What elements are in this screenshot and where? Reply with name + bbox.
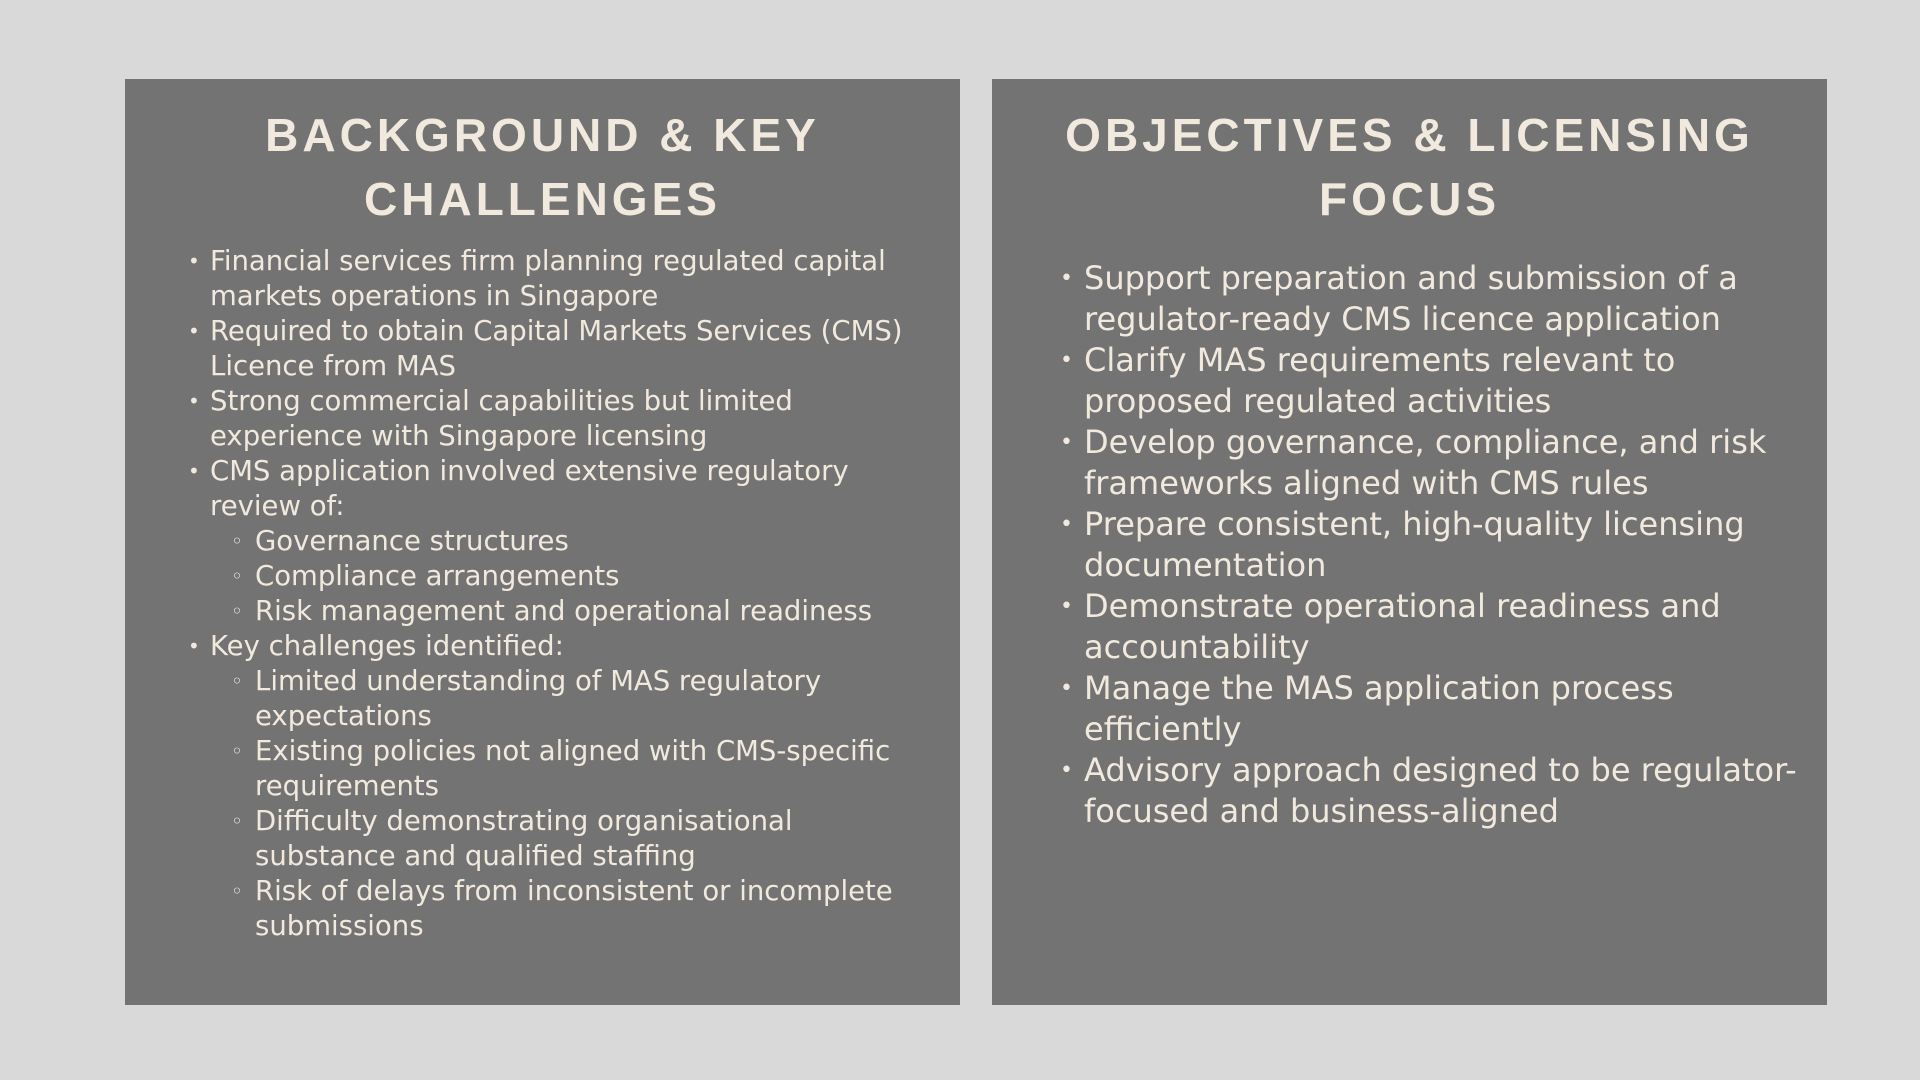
- list-item-text: CMS application involved extensive regulatory review of:: [210, 455, 849, 522]
- sub-list-item: ◦ Limited understanding of MAS regulatory expectations: [255, 664, 940, 734]
- list-item: • Advisory approach designed to be regulator-focused and business-aligned: [1084, 750, 1807, 832]
- list-item: • Support preparation and submission of a regulator-ready CMS licence application: [1084, 258, 1807, 340]
- panel-title: [992, 103, 1827, 231]
- list-item: [210, 454, 940, 629]
- list-item: • Demonstrate operational readiness and accountability: [1084, 586, 1807, 668]
- title-line: CHALLENGES: [364, 173, 721, 225]
- list-item: [210, 629, 940, 944]
- sub-list-item: ◦ Compliance arrangements: [255, 559, 940, 594]
- title-line: OBJECTIVES & LICENSING: [1065, 109, 1754, 161]
- sub-list: [210, 524, 940, 629]
- background-challenges-panel: [125, 79, 960, 1005]
- list-item-text: Key challenges identified:: [210, 630, 564, 662]
- sub-list-item: ◦ Risk of delays from inconsistent or incomplete submissions: [255, 874, 940, 944]
- objectives-panel: [992, 79, 1827, 1005]
- challenges-list: [210, 244, 940, 944]
- list-item: • Clarify MAS requirements relevant to proposed regulated activities: [1084, 340, 1807, 422]
- title-line: BACKGROUND & KEY: [265, 109, 820, 161]
- panel-title: [125, 103, 960, 231]
- sub-list-item: ◦ Risk management and operational readiness: [255, 594, 940, 629]
- list-item: • Prepare consistent, high-quality licensing documentation: [1084, 504, 1807, 586]
- list-item: • Manage the MAS application process efficiently: [1084, 668, 1807, 750]
- sub-list: [210, 664, 940, 944]
- sub-list-item: ◦ Difficulty demonstrating organisational substance and qualified staffing: [255, 804, 940, 874]
- list-item: • Required to obtain Capital Markets Services (CMS) Licence from MAS: [210, 314, 940, 384]
- list-item: • Financial services firm planning regulated capital markets operations in Singapore: [210, 244, 940, 314]
- list-item: • Strong commercial capabilities but limited experience with Singapore licensing: [210, 384, 940, 454]
- title-line: FOCUS: [1319, 173, 1500, 225]
- sub-list-item: ◦ Governance structures: [255, 524, 940, 559]
- objectives-list: [1084, 258, 1807, 832]
- list-item: • Develop governance, compliance, and risk frameworks aligned with CMS rules: [1084, 422, 1807, 504]
- sub-list-item: ◦ Existing policies not aligned with CMS-specific requirements: [255, 734, 940, 804]
